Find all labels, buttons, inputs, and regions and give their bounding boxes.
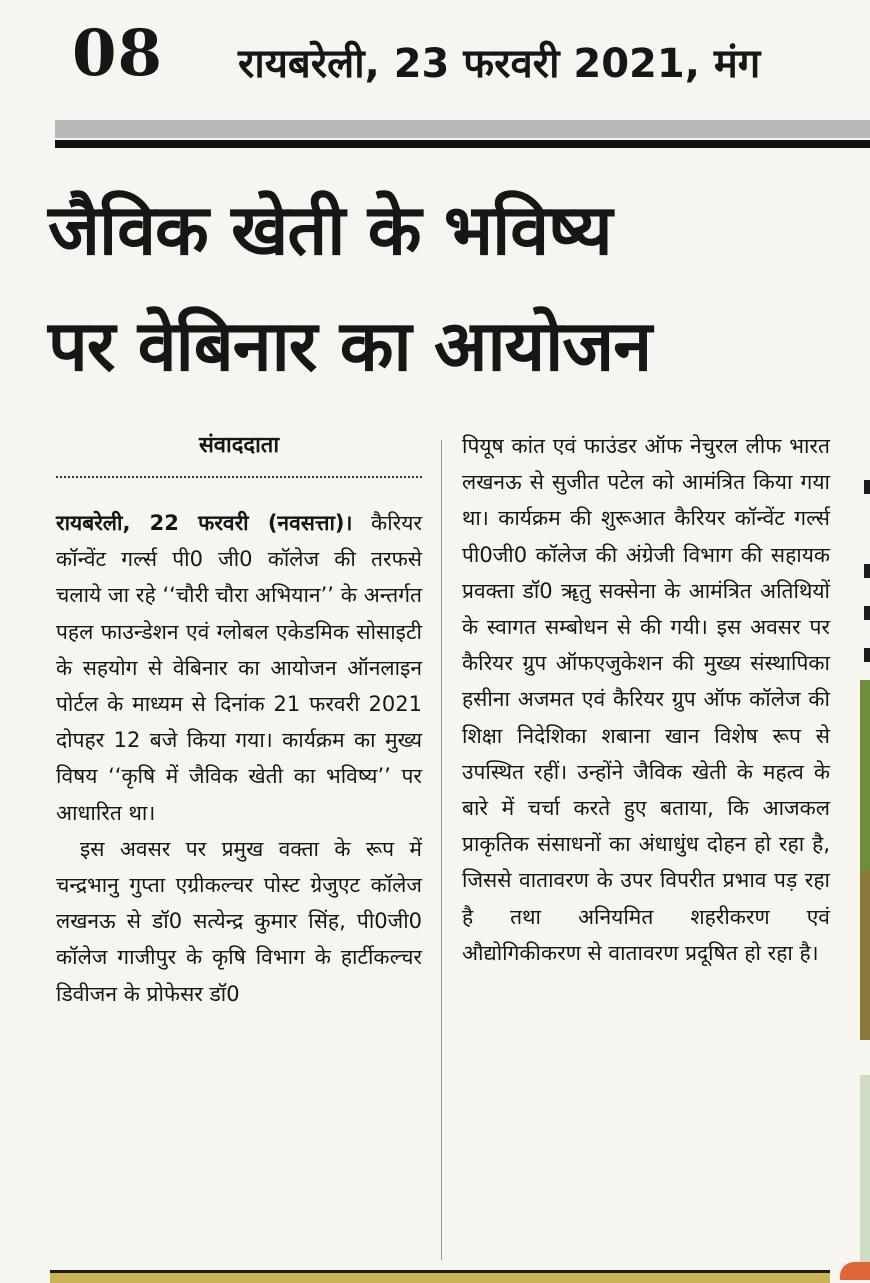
adjacent-box-edge (860, 1075, 870, 1265)
masthead-dateline: रायबरेली, 23 फरवरी 2021, मंग (238, 41, 761, 87)
article-paragraph-1-text: कैरियर कॉन्वेंट गर्ल्स पी0 जी0 कॉलेज की तरफसे चलाये जा रहे ‘‘चौरी चौरा अभियान’’ के अन्तर्गत पहल फाउन्डेशन एवं ग्लोबल एकेडमिक सोसाइटी के सहयोग से वेबिनार का आयोजन ऑनलाइन पोर्टल के माध्यम से दिनांक 21 फरवरी 2021 दोपहर 12 बजे किया गया। कार्यक्रम का मुख्य विषय ‘‘कृषि में जैविक खेती का भविष्य’’ पर आधारित था। (56, 511, 422, 825)
headline-line-1: जैविक खेती के भविष्य (48, 189, 612, 271)
footer-bar (50, 1270, 830, 1283)
masthead (0, 0, 870, 112)
article-paragraph-1 (56, 505, 422, 831)
edge-text-fragment (864, 648, 870, 662)
header-black-rule (55, 140, 870, 148)
article-column-right (462, 428, 830, 971)
corner-graphic (840, 1262, 870, 1280)
headline (48, 172, 870, 404)
article-dateline: रायबरेली, 22 फरवरी (नवसत्ता)। (56, 511, 353, 535)
article-column-left (56, 505, 422, 1012)
edge-text-fragment (864, 480, 870, 494)
headline-line-2: पर वेबिनार का आयोजन (48, 305, 652, 387)
header-gray-bar (55, 120, 870, 138)
byline-dotted-rule (56, 476, 422, 478)
adjacent-photo-edge (860, 870, 870, 1040)
column-divider (441, 440, 442, 1260)
article-paragraph-3: पियूष कांत एवं फाउंडर ऑफ नेचुरल लीफ भारत लखनऊ से सुजीत पटेल को आमंत्रित किया गया था। कार्यक्रम की शुरूआत कैरियर कॉन्वेंट गर्ल्स पी0जी0 कॉलेज की अंग्रेजी विभाग की सहायक प्रवक्ता डॉ0 ॠतु सक्सेना के आमंत्रित अतिथियों के स्वागत सम्बोधन से की गयी। इस अवसर पर कैरियर ग्रुप ऑफएजुकेशन की मुख्य संस्थापिका हसीना अजमत एवं कैरियर ग्रुप ऑफ कॉलेज की शिक्षा निदेशिका शबाना खान विशेष रूप से उपस्थित रहीं। उन्होंने जैविक खेती के महत्व के बारे में चर्चा करते हुए बताया, कि आजकल प्राकृतिक संसाधनों का अंधाधुंध दोहन हो रहा है, जिससे वातावरण के उपर विपरीत प्रभाव पड़ रहा है तथा अनियमित शहरीकरण एवं औद्योगिकीकरण से वातावरण प्रदूषित हो रहा है। (462, 434, 830, 965)
article-paragraph-2: इस अवसर पर प्रमुख वक्ता के रूप में चन्द्रभानु गुप्ता एग्रीकल्चर पोस्ट ग्रेजुएट कॉलेज लखनऊ से डॉ0 सत्येन्द्र कुमार सिंह, पी0जी0 कॉलेज गाजीपुर के कृषि विभाग के हार्टीकल्चर डिवीजन के प्रोफेसर डॉ0 (56, 836, 422, 1006)
edge-text-fragment (864, 606, 870, 620)
page-number: 08 (72, 16, 164, 91)
edge-text-fragment (864, 564, 870, 578)
byline: संवाददाता (198, 433, 280, 458)
